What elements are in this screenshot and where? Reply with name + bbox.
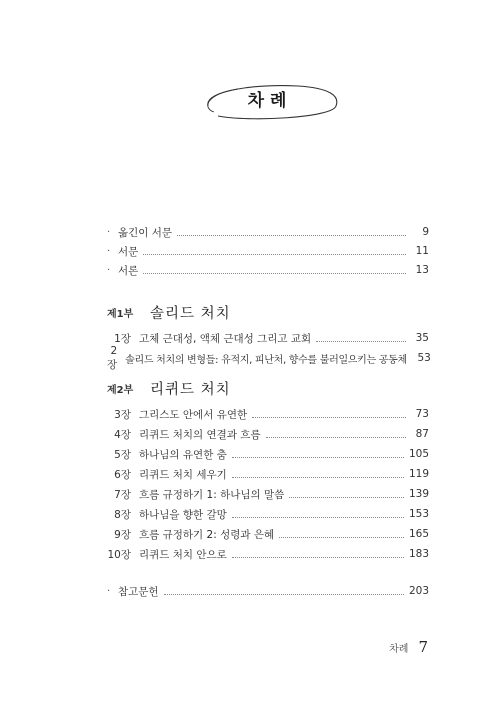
dot-leader: [232, 517, 404, 518]
toc-entry-chapter-2[interactable]: [107, 344, 431, 371]
bullet-icon: ·: [107, 245, 111, 257]
part-heading-2: [107, 376, 429, 400]
chapter-number: 5장: [114, 448, 131, 461]
entry-page: 87: [415, 428, 429, 440]
entry-label: 옮긴이 서문: [118, 226, 173, 239]
part-title: 솔리드 처치: [150, 305, 231, 322]
toc-entry-chapter-5[interactable]: [107, 444, 429, 464]
dot-leader: [143, 254, 406, 255]
entry-label: 리퀴드 처치 세우기: [139, 468, 227, 481]
dot-leader: [232, 557, 404, 558]
toc-title-box: [198, 82, 342, 122]
toc-entry-preface[interactable]: [107, 241, 429, 261]
entry-page: 73: [415, 408, 429, 420]
entry-label: 서론: [118, 264, 139, 277]
dot-leader: [279, 537, 404, 538]
entry-label: 그리스도 안에서 유연한: [139, 408, 248, 421]
entry-page: 35: [415, 332, 429, 344]
entry-page: 153: [408, 508, 429, 520]
dot-leader: [266, 437, 406, 438]
entry-page: 11: [415, 245, 429, 257]
entry-page: 203: [408, 585, 429, 597]
toc-entry-chapter-7[interactable]: [107, 484, 429, 504]
entry-page: 139: [408, 488, 429, 500]
entry-label: 리퀴드 처치 안으로: [139, 548, 227, 561]
toc-entry-chapter-3[interactable]: [107, 404, 429, 424]
toc-entry-chapter-10[interactable]: [107, 544, 429, 564]
dot-leader: [232, 477, 404, 478]
chapter-number: 6장: [114, 468, 131, 481]
entry-page: 53: [417, 352, 431, 364]
chapter-number: 1장: [114, 332, 131, 345]
entry-page: 105: [408, 448, 429, 460]
entry-label: 흐름 규정하기 2: 성령과 은혜: [139, 528, 275, 541]
dot-leader: [252, 417, 406, 418]
entry-page: 165: [408, 528, 429, 540]
chapter-number: 2장: [107, 344, 118, 371]
toc-entry-chapter-9[interactable]: [107, 524, 429, 544]
entry-label: 서문: [118, 245, 139, 258]
chapter-number: 7장: [114, 488, 131, 501]
part-number: 제1부: [107, 308, 134, 320]
chapter-number: 3장: [114, 408, 131, 421]
part-title: 리퀴드 처치: [150, 381, 231, 398]
dot-leader: [232, 457, 404, 458]
dot-leader: [164, 594, 404, 595]
entry-label: 리퀴드 처치의 연결과 흐름: [139, 428, 261, 441]
bullet-icon: ·: [107, 585, 111, 597]
toc-entry-introduction[interactable]: [107, 260, 429, 280]
toc-entry-chapter-1[interactable]: [107, 328, 429, 348]
dot-leader: [143, 273, 406, 274]
dot-leader: [177, 235, 406, 236]
chapter-number: 4장: [114, 428, 131, 441]
dot-leader: [289, 497, 404, 498]
entry-label: 고체 근대성, 액체 근대성 그리고 교회: [139, 332, 312, 345]
toc-entry-chapter-6[interactable]: [107, 464, 429, 484]
bullet-icon: ·: [107, 264, 111, 276]
entry-page: 183: [408, 548, 429, 560]
part-heading-1: [107, 300, 429, 324]
entry-page: 9: [422, 226, 429, 238]
entry-label: 참고문헌: [118, 585, 159, 598]
toc-entry-references[interactable]: [107, 581, 429, 601]
toc-entry-chapter-4[interactable]: [107, 424, 429, 444]
page-title: 차례: [247, 91, 293, 111]
entry-page: 13: [415, 264, 429, 276]
toc-entry-translator-preface[interactable]: [107, 222, 429, 242]
chapter-number: 10장: [107, 548, 131, 561]
bullet-icon: ·: [107, 226, 111, 238]
dot-leader: [316, 341, 406, 342]
entry-label: 하나님을 향한 갈망: [139, 508, 227, 521]
page-footer: [389, 638, 428, 656]
page-number: 7: [418, 638, 428, 656]
entry-page: 119: [408, 468, 429, 480]
running-footer-label: 차례: [389, 644, 409, 655]
entry-label: 하나님의 유연한 춤: [139, 448, 227, 461]
entry-label: 흐름 규정하기 1: 하나님의 말씀: [139, 488, 285, 501]
chapter-number: 9장: [114, 528, 131, 541]
entry-label: 솔리드 처치의 변형들: 유적지, 피난처, 향수를 불러일으키는 공동체: [125, 354, 407, 366]
part-number: 제2부: [107, 384, 134, 396]
chapter-number: 8장: [114, 508, 131, 521]
toc-entry-chapter-8[interactable]: [107, 504, 429, 524]
